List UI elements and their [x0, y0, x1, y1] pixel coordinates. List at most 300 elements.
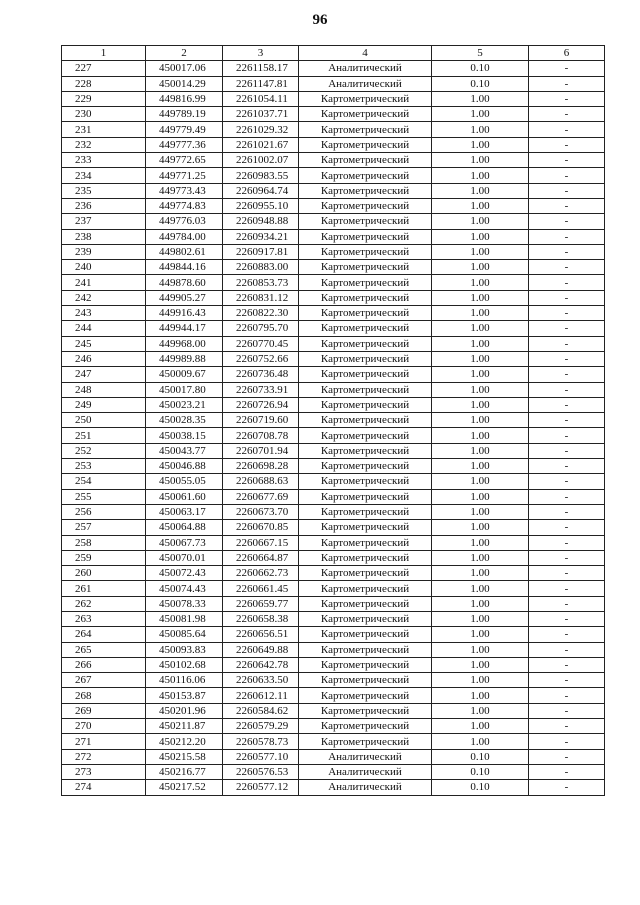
- accuracy-cell: 1.00: [432, 566, 529, 581]
- coord-y-cell: 2260917.81: [223, 244, 299, 259]
- method-cell: Картометрический: [299, 198, 432, 213]
- table-row: [62, 443, 605, 458]
- point-number-cell: 270: [62, 719, 146, 734]
- point-number-cell: 230: [62, 107, 146, 122]
- note-cell: -: [529, 703, 605, 718]
- note-cell: -: [529, 153, 605, 168]
- point-number-cell: 255: [62, 489, 146, 504]
- coord-y-cell: 2260633.50: [223, 673, 299, 688]
- accuracy-cell: 1.00: [432, 443, 529, 458]
- method-cell: Аналитический: [299, 61, 432, 76]
- coord-x-cell: 450215.58: [146, 749, 223, 764]
- coord-x-cell: 450023.21: [146, 397, 223, 412]
- table-row: [62, 413, 605, 428]
- method-cell: Картометрический: [299, 611, 432, 626]
- coord-y-cell: 2261054.11: [223, 91, 299, 106]
- coord-x-cell: 450017.80: [146, 382, 223, 397]
- note-cell: -: [529, 214, 605, 229]
- note-cell: -: [529, 688, 605, 703]
- table-row: [62, 749, 605, 764]
- table-row: [62, 504, 605, 519]
- accuracy-cell: 1.00: [432, 657, 529, 672]
- method-cell: Картометрический: [299, 137, 432, 152]
- method-cell: Картометрический: [299, 673, 432, 688]
- point-number-cell: 259: [62, 550, 146, 565]
- method-cell: Картометрический: [299, 703, 432, 718]
- column-header-y: 3: [223, 46, 299, 61]
- method-cell: Картометрический: [299, 290, 432, 305]
- accuracy-cell: 1.00: [432, 91, 529, 106]
- method-cell: Картометрический: [299, 91, 432, 106]
- method-cell: Картометрический: [299, 351, 432, 366]
- method-cell: Картометрический: [299, 596, 432, 611]
- method-cell: Картометрический: [299, 443, 432, 458]
- point-number-cell: 241: [62, 275, 146, 290]
- point-number-cell: 249: [62, 397, 146, 412]
- coord-y-cell: 2260795.70: [223, 321, 299, 336]
- note-cell: -: [529, 107, 605, 122]
- coord-y-cell: 2260733.91: [223, 382, 299, 397]
- accuracy-cell: 1.00: [432, 107, 529, 122]
- coord-x-cell: 449777.36: [146, 137, 223, 152]
- note-cell: -: [529, 520, 605, 535]
- table-row: [62, 627, 605, 642]
- coord-x-cell: 450212.20: [146, 734, 223, 749]
- point-number-cell: 272: [62, 749, 146, 764]
- table-row: [62, 719, 605, 734]
- accuracy-cell: 1.00: [432, 703, 529, 718]
- coord-x-cell: 450074.43: [146, 581, 223, 596]
- accuracy-cell: 1.00: [432, 719, 529, 734]
- note-cell: -: [529, 122, 605, 137]
- point-number-cell: 257: [62, 520, 146, 535]
- point-number-cell: 261: [62, 581, 146, 596]
- method-cell: Картометрический: [299, 321, 432, 336]
- table-row: [62, 596, 605, 611]
- note-cell: -: [529, 183, 605, 198]
- point-number-cell: 245: [62, 336, 146, 351]
- point-number-cell: 236: [62, 198, 146, 213]
- method-cell: Картометрический: [299, 734, 432, 749]
- accuracy-cell: 1.00: [432, 550, 529, 565]
- table-row: [62, 229, 605, 244]
- point-number-cell: 250: [62, 413, 146, 428]
- column-header-x: 2: [146, 46, 223, 61]
- accuracy-cell: 1.00: [432, 459, 529, 474]
- table-row: [62, 290, 605, 305]
- coord-y-cell: 2260983.55: [223, 168, 299, 183]
- table-row: [62, 275, 605, 290]
- point-number-cell: 262: [62, 596, 146, 611]
- table-row: [62, 214, 605, 229]
- accuracy-cell: 1.00: [432, 229, 529, 244]
- table-row: [62, 91, 605, 106]
- coord-y-cell: 2260664.87: [223, 550, 299, 565]
- coord-y-cell: 2261029.32: [223, 122, 299, 137]
- table-row: [62, 168, 605, 183]
- coord-x-cell: 450028.35: [146, 413, 223, 428]
- accuracy-cell: 1.00: [432, 198, 529, 213]
- point-number-cell: 265: [62, 642, 146, 657]
- coord-x-cell: 450211.87: [146, 719, 223, 734]
- table-row: [62, 780, 605, 795]
- table-row: [62, 336, 605, 351]
- accuracy-cell: 1.00: [432, 642, 529, 657]
- accuracy-cell: 1.00: [432, 260, 529, 275]
- table-row: [62, 703, 605, 718]
- note-cell: -: [529, 198, 605, 213]
- coord-x-cell: 449916.43: [146, 306, 223, 321]
- coord-y-cell: 2260701.94: [223, 443, 299, 458]
- coord-y-cell: 2260688.63: [223, 474, 299, 489]
- point-number-cell: 248: [62, 382, 146, 397]
- note-cell: -: [529, 290, 605, 305]
- accuracy-cell: 1.00: [432, 428, 529, 443]
- note-cell: -: [529, 321, 605, 336]
- accuracy-cell: 1.00: [432, 367, 529, 382]
- coord-x-cell: 450063.17: [146, 504, 223, 519]
- note-cell: -: [529, 137, 605, 152]
- method-cell: Картометрический: [299, 122, 432, 137]
- accuracy-cell: 1.00: [432, 122, 529, 137]
- coord-x-cell: 449773.43: [146, 183, 223, 198]
- point-number-cell: 238: [62, 229, 146, 244]
- coord-y-cell: 2261037.71: [223, 107, 299, 122]
- point-number-cell: 266: [62, 657, 146, 672]
- table-row: [62, 459, 605, 474]
- coord-x-cell: 450078.33: [146, 596, 223, 611]
- point-number-cell: 227: [62, 61, 146, 76]
- accuracy-cell: 1.00: [432, 336, 529, 351]
- method-cell: Картометрический: [299, 520, 432, 535]
- note-cell: -: [529, 550, 605, 565]
- point-number-cell: 246: [62, 351, 146, 366]
- accuracy-cell: 1.00: [432, 688, 529, 703]
- coord-x-cell: 450216.77: [146, 764, 223, 779]
- table-row: [62, 382, 605, 397]
- method-cell: Картометрический: [299, 566, 432, 581]
- coord-y-cell: 2260656.51: [223, 627, 299, 642]
- method-cell: Аналитический: [299, 764, 432, 779]
- coord-x-cell: 450067.73: [146, 535, 223, 550]
- coord-y-cell: 2260708.78: [223, 428, 299, 443]
- coord-x-cell: 450009.67: [146, 367, 223, 382]
- table-row: [62, 566, 605, 581]
- method-cell: Картометрический: [299, 504, 432, 519]
- coord-y-cell: 2260883.00: [223, 260, 299, 275]
- point-number-cell: 274: [62, 780, 146, 795]
- point-number-cell: 240: [62, 260, 146, 275]
- coord-x-cell: 450116.06: [146, 673, 223, 688]
- accuracy-cell: 1.00: [432, 351, 529, 366]
- note-cell: -: [529, 749, 605, 764]
- table-row: [62, 673, 605, 688]
- table-row: [62, 581, 605, 596]
- method-cell: Картометрический: [299, 627, 432, 642]
- note-cell: -: [529, 611, 605, 626]
- method-cell: Картометрический: [299, 260, 432, 275]
- coord-x-cell: 450217.52: [146, 780, 223, 795]
- point-number-cell: 260: [62, 566, 146, 581]
- table-row: [62, 397, 605, 412]
- note-cell: -: [529, 581, 605, 596]
- method-cell: Картометрический: [299, 489, 432, 504]
- coord-x-cell: 450081.98: [146, 611, 223, 626]
- column-header-note: 6: [529, 46, 605, 61]
- method-cell: Картометрический: [299, 382, 432, 397]
- method-cell: Картометрический: [299, 459, 432, 474]
- accuracy-cell: 1.00: [432, 244, 529, 259]
- point-number-cell: 242: [62, 290, 146, 305]
- coord-y-cell: 2260612.11: [223, 688, 299, 703]
- point-number-cell: 252: [62, 443, 146, 458]
- point-number-cell: 235: [62, 183, 146, 198]
- coord-y-cell: 2260662.73: [223, 566, 299, 581]
- coord-y-cell: 2260955.10: [223, 198, 299, 213]
- method-cell: Картометрический: [299, 688, 432, 703]
- note-cell: -: [529, 719, 605, 734]
- method-cell: Картометрический: [299, 336, 432, 351]
- point-number-cell: 229: [62, 91, 146, 106]
- note-cell: -: [529, 489, 605, 504]
- column-header-method: 4: [299, 46, 432, 61]
- point-number-cell: 269: [62, 703, 146, 718]
- coord-y-cell: 2260649.88: [223, 642, 299, 657]
- table-row: [62, 321, 605, 336]
- coord-y-cell: 2260673.70: [223, 504, 299, 519]
- table-row: [62, 244, 605, 259]
- point-number-cell: 251: [62, 428, 146, 443]
- point-number-cell: 258: [62, 535, 146, 550]
- method-cell: Картометрический: [299, 107, 432, 122]
- coord-x-cell: 449844.16: [146, 260, 223, 275]
- coord-x-cell: 450085.64: [146, 627, 223, 642]
- coord-y-cell: 2260831.12: [223, 290, 299, 305]
- point-number-cell: 243: [62, 306, 146, 321]
- table-row: [62, 642, 605, 657]
- table-row: [62, 688, 605, 703]
- point-number-cell: 268: [62, 688, 146, 703]
- coord-y-cell: 2260670.85: [223, 520, 299, 535]
- note-cell: -: [529, 91, 605, 106]
- note-cell: -: [529, 642, 605, 657]
- note-cell: -: [529, 780, 605, 795]
- table-row: [62, 535, 605, 550]
- note-cell: -: [529, 168, 605, 183]
- accuracy-cell: 0.10: [432, 764, 529, 779]
- coord-y-cell: 2260752.66: [223, 351, 299, 366]
- method-cell: Картометрический: [299, 413, 432, 428]
- table-row: [62, 76, 605, 91]
- table-row: [62, 306, 605, 321]
- coord-x-cell: 450046.88: [146, 459, 223, 474]
- point-number-cell: 264: [62, 627, 146, 642]
- coord-x-cell: 449771.25: [146, 168, 223, 183]
- note-cell: -: [529, 413, 605, 428]
- accuracy-cell: 1.00: [432, 137, 529, 152]
- table-row: [62, 61, 605, 76]
- table-row: [62, 367, 605, 382]
- accuracy-cell: 1.00: [432, 168, 529, 183]
- note-cell: -: [529, 596, 605, 611]
- table-row: [62, 611, 605, 626]
- table-row: [62, 764, 605, 779]
- note-cell: -: [529, 673, 605, 688]
- method-cell: Картометрический: [299, 183, 432, 198]
- method-cell: Картометрический: [299, 719, 432, 734]
- coord-y-cell: 2260658.38: [223, 611, 299, 626]
- note-cell: -: [529, 627, 605, 642]
- method-cell: Картометрический: [299, 229, 432, 244]
- point-number-cell: 231: [62, 122, 146, 137]
- method-cell: Картометрический: [299, 428, 432, 443]
- table-row: [62, 122, 605, 137]
- note-cell: -: [529, 382, 605, 397]
- accuracy-cell: 1.00: [432, 520, 529, 535]
- table-row: [62, 153, 605, 168]
- table-row: [62, 428, 605, 443]
- note-cell: -: [529, 764, 605, 779]
- coord-x-cell: 449802.61: [146, 244, 223, 259]
- coord-y-cell: 2260934.21: [223, 229, 299, 244]
- column-header-point: 1: [62, 46, 146, 61]
- coord-y-cell: 2260822.30: [223, 306, 299, 321]
- coord-y-cell: 2260719.60: [223, 413, 299, 428]
- coord-x-cell: 450102.68: [146, 657, 223, 672]
- accuracy-cell: 1.00: [432, 596, 529, 611]
- coord-y-cell: 2260770.45: [223, 336, 299, 351]
- coord-y-cell: 2260576.53: [223, 764, 299, 779]
- note-cell: -: [529, 459, 605, 474]
- coord-y-cell: 2260726.94: [223, 397, 299, 412]
- coord-y-cell: 2260577.10: [223, 749, 299, 764]
- table-row: [62, 260, 605, 275]
- coord-x-cell: 449816.99: [146, 91, 223, 106]
- method-cell: Картометрический: [299, 306, 432, 321]
- coord-x-cell: 449878.60: [146, 275, 223, 290]
- coord-y-cell: 2260584.62: [223, 703, 299, 718]
- coord-x-cell: 450070.01: [146, 550, 223, 565]
- column-header-accuracy: 5: [432, 46, 529, 61]
- accuracy-cell: 0.10: [432, 749, 529, 764]
- note-cell: -: [529, 657, 605, 672]
- point-number-cell: 244: [62, 321, 146, 336]
- coord-x-cell: 449989.88: [146, 351, 223, 366]
- accuracy-cell: 1.00: [432, 504, 529, 519]
- method-cell: Картометрический: [299, 474, 432, 489]
- coord-y-cell: 2260736.48: [223, 367, 299, 382]
- accuracy-cell: 1.00: [432, 321, 529, 336]
- point-number-cell: 239: [62, 244, 146, 259]
- coord-y-cell: 2261158.17: [223, 61, 299, 76]
- coord-x-cell: 450017.06: [146, 61, 223, 76]
- note-cell: -: [529, 397, 605, 412]
- table-row: [62, 657, 605, 672]
- point-number-cell: 267: [62, 673, 146, 688]
- table-row: [62, 550, 605, 565]
- point-number-cell: 228: [62, 76, 146, 91]
- note-cell: -: [529, 229, 605, 244]
- coord-x-cell: 450072.43: [146, 566, 223, 581]
- method-cell: Картометрический: [299, 657, 432, 672]
- table-row: [62, 107, 605, 122]
- note-cell: -: [529, 260, 605, 275]
- accuracy-cell: 0.10: [432, 76, 529, 91]
- coord-y-cell: 2261147.81: [223, 76, 299, 91]
- accuracy-cell: 1.00: [432, 734, 529, 749]
- note-cell: -: [529, 474, 605, 489]
- table-row: [62, 489, 605, 504]
- note-cell: -: [529, 367, 605, 382]
- note-cell: -: [529, 275, 605, 290]
- table-header-row: [62, 46, 605, 61]
- method-cell: Картометрический: [299, 244, 432, 259]
- note-cell: -: [529, 336, 605, 351]
- point-number-cell: 254: [62, 474, 146, 489]
- method-cell: Картометрический: [299, 275, 432, 290]
- coord-x-cell: 449776.03: [146, 214, 223, 229]
- method-cell: Картометрический: [299, 642, 432, 657]
- accuracy-cell: 0.10: [432, 780, 529, 795]
- table-row: [62, 734, 605, 749]
- accuracy-cell: 1.00: [432, 153, 529, 168]
- coord-y-cell: 2260661.45: [223, 581, 299, 596]
- table-row: [62, 351, 605, 366]
- table-row: [62, 198, 605, 213]
- method-cell: Картометрический: [299, 581, 432, 596]
- point-number-cell: 232: [62, 137, 146, 152]
- accuracy-cell: 1.00: [432, 214, 529, 229]
- note-cell: -: [529, 306, 605, 321]
- coord-y-cell: 2260577.12: [223, 780, 299, 795]
- point-number-cell: 253: [62, 459, 146, 474]
- accuracy-cell: 1.00: [432, 413, 529, 428]
- point-number-cell: 273: [62, 764, 146, 779]
- coord-y-cell: 2260667.15: [223, 535, 299, 550]
- coord-x-cell: 449784.00: [146, 229, 223, 244]
- coord-y-cell: 2260853.73: [223, 275, 299, 290]
- method-cell: Картометрический: [299, 535, 432, 550]
- table-row: [62, 520, 605, 535]
- coordinates-table: [61, 45, 605, 796]
- method-cell: Аналитический: [299, 76, 432, 91]
- method-cell: Картометрический: [299, 214, 432, 229]
- coord-x-cell: 449779.49: [146, 122, 223, 137]
- coord-x-cell: 449789.19: [146, 107, 223, 122]
- point-number-cell: 247: [62, 367, 146, 382]
- coord-x-cell: 450093.83: [146, 642, 223, 657]
- coord-y-cell: 2260698.28: [223, 459, 299, 474]
- coord-x-cell: 450153.87: [146, 688, 223, 703]
- method-cell: Картометрический: [299, 367, 432, 382]
- table-row: [62, 137, 605, 152]
- coord-y-cell: 2260948.88: [223, 214, 299, 229]
- coord-x-cell: 449905.27: [146, 290, 223, 305]
- accuracy-cell: 1.00: [432, 611, 529, 626]
- accuracy-cell: 1.00: [432, 581, 529, 596]
- table-row: [62, 183, 605, 198]
- accuracy-cell: 1.00: [432, 306, 529, 321]
- coord-x-cell: 449968.00: [146, 336, 223, 351]
- point-number-cell: 263: [62, 611, 146, 626]
- note-cell: -: [529, 76, 605, 91]
- accuracy-cell: 1.00: [432, 275, 529, 290]
- accuracy-cell: 1.00: [432, 397, 529, 412]
- coord-x-cell: 450038.15: [146, 428, 223, 443]
- point-number-cell: 233: [62, 153, 146, 168]
- coord-y-cell: 2260642.78: [223, 657, 299, 672]
- method-cell: Картометрический: [299, 397, 432, 412]
